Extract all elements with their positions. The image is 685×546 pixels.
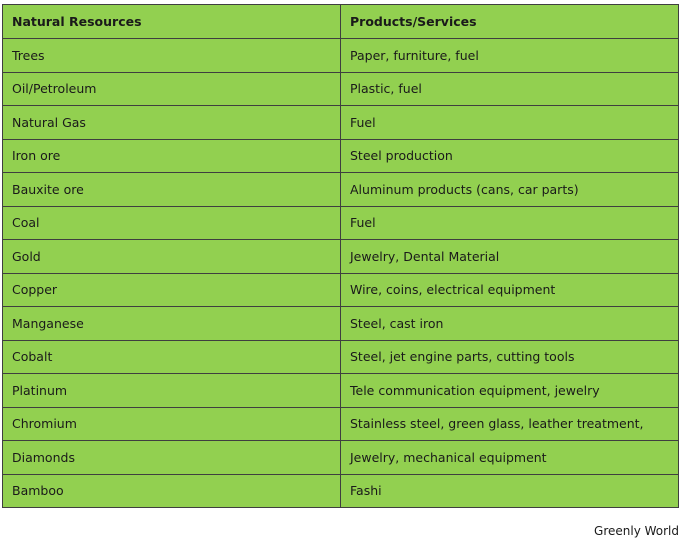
resources-table (2, 4, 679, 508)
product-cell: Fashi (341, 474, 679, 508)
resource-cell: Manganese (3, 307, 341, 341)
header-natural-resources: Natural Resources (3, 5, 341, 39)
product-cell: Plastic, fuel (341, 72, 679, 106)
table-row (3, 441, 679, 475)
table-row (3, 206, 679, 240)
resource-cell: Bauxite ore (3, 173, 341, 207)
product-cell: Steel production (341, 139, 679, 173)
product-cell: Fuel (341, 106, 679, 140)
table-row (3, 273, 679, 307)
table-row (3, 139, 679, 173)
header-row (3, 5, 679, 39)
table-row (3, 340, 679, 374)
resource-cell: Coal (3, 206, 341, 240)
resource-cell: Natural Gas (3, 106, 341, 140)
resource-cell: Bamboo (3, 474, 341, 508)
header-products-services: Products/Services (341, 5, 679, 39)
resource-cell: Trees (3, 39, 341, 73)
product-cell: Paper, furniture, fuel (341, 39, 679, 73)
product-cell: Steel, jet engine parts, cutting tools (341, 340, 679, 374)
resource-cell: Iron ore (3, 139, 341, 173)
table-row (3, 307, 679, 341)
resource-cell: Chromium (3, 407, 341, 441)
table-row (3, 374, 679, 408)
product-cell: Jewelry, mechanical equipment (341, 441, 679, 475)
table-row (3, 173, 679, 207)
resource-cell: Platinum (3, 374, 341, 408)
product-cell: Tele communication equipment, jewelry (341, 374, 679, 408)
product-cell: Aluminum products (cans, car parts) (341, 173, 679, 207)
table-row (3, 106, 679, 140)
resource-cell: Diamonds (3, 441, 341, 475)
table-row (3, 407, 679, 441)
table-row (3, 240, 679, 274)
product-cell: Wire, coins, electrical equipment (341, 273, 679, 307)
resource-cell: Oil/Petroleum (3, 72, 341, 106)
resource-cell: Cobalt (3, 340, 341, 374)
resource-cell: Gold (3, 240, 341, 274)
product-cell: Stainless steel, green glass, leather treatment, (341, 407, 679, 441)
product-cell: Jewelry, Dental Material (341, 240, 679, 274)
product-cell: Fuel (341, 206, 679, 240)
resource-cell: Copper (3, 273, 341, 307)
table-row (3, 39, 679, 73)
source-credit: Greenly World (594, 524, 679, 538)
table-row (3, 474, 679, 508)
table-row (3, 72, 679, 106)
product-cell: Steel, cast iron (341, 307, 679, 341)
